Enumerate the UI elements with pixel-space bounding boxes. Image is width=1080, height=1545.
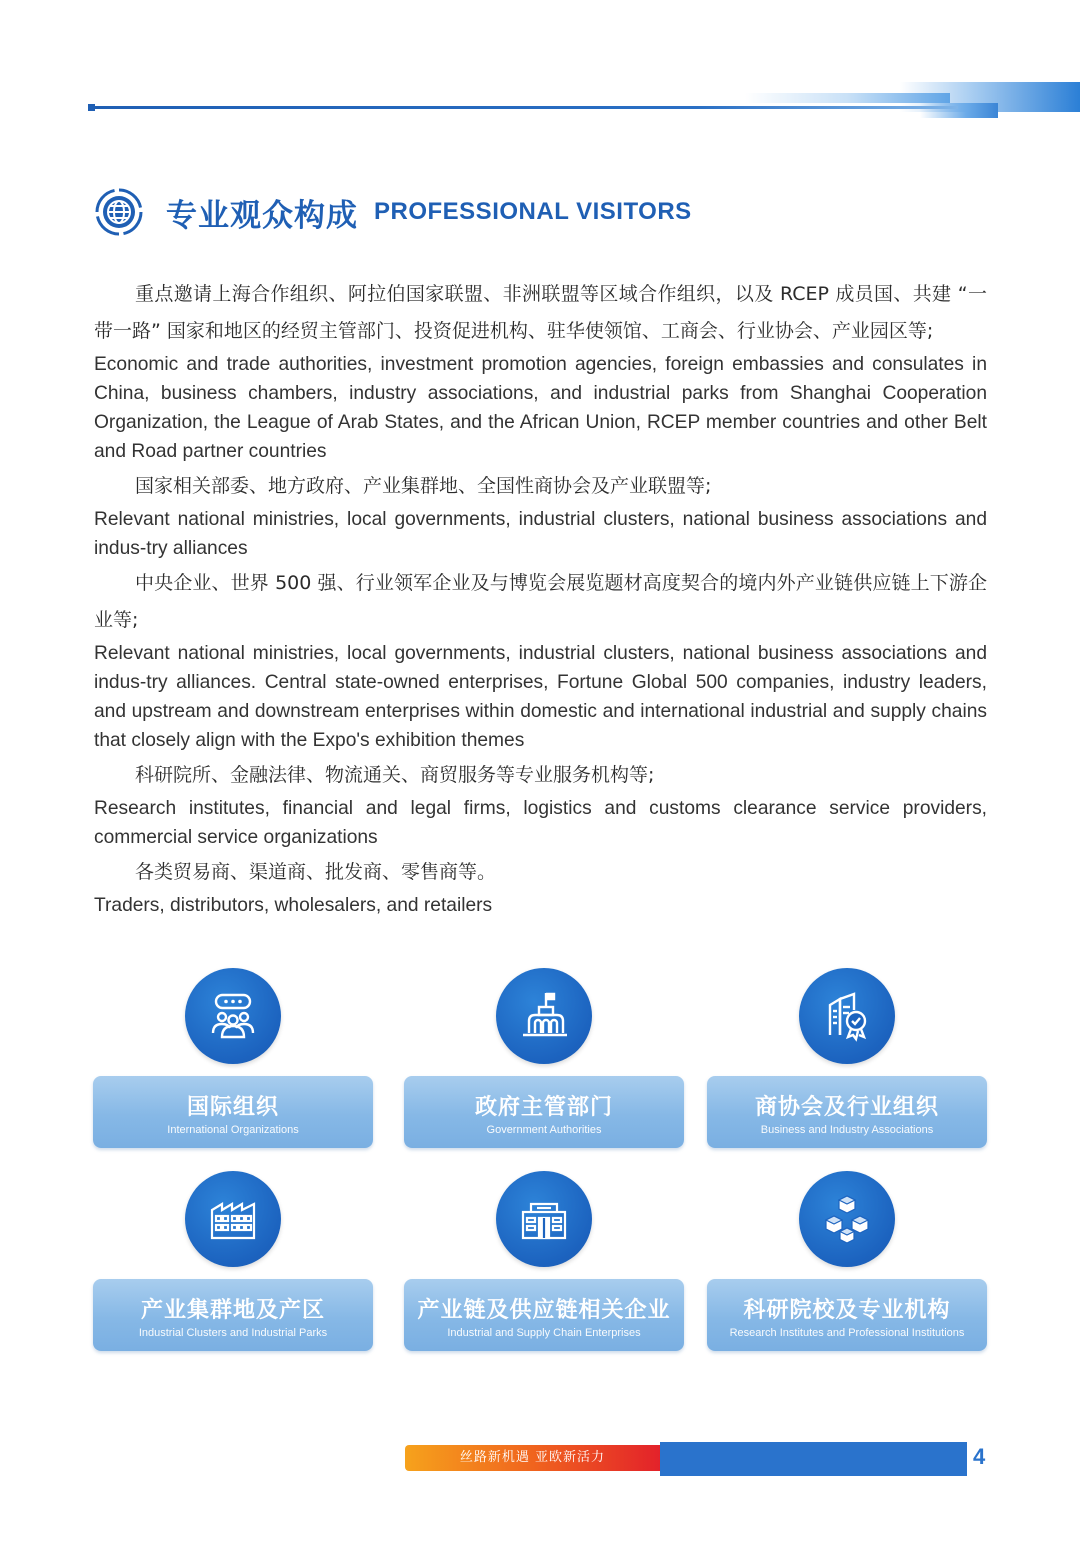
category-title-en: Research Institutes and Professional Institutions bbox=[729, 1327, 965, 1339]
globe-icon bbox=[94, 187, 144, 237]
cubes-icon bbox=[816, 1188, 878, 1250]
category-card-government bbox=[404, 968, 684, 1138]
category-label-box bbox=[404, 1279, 684, 1351]
category-label-box bbox=[93, 1076, 373, 1148]
category-label-box bbox=[707, 1076, 987, 1148]
paragraph-cn: 各类贸易商、渠道商、批发商、零售商等。 bbox=[135, 861, 497, 883]
header-rule bbox=[88, 106, 958, 109]
enterprise-building-icon bbox=[513, 1188, 575, 1250]
category-label-box bbox=[707, 1279, 987, 1351]
category-card-supply-chain bbox=[404, 1171, 684, 1341]
category-icon-circle bbox=[185, 1171, 281, 1267]
category-card-associations bbox=[707, 968, 987, 1138]
category-title-en: Government Authorities bbox=[486, 1124, 602, 1136]
paragraph-en: Research institutes, financial and legal firms, logistics and customs clearance service providers, commercial service organizations bbox=[94, 798, 987, 848]
section-heading bbox=[94, 186, 692, 238]
paragraph-cn: 重点邀请上海合作组织、阿拉伯国家联盟、非洲联盟等区域合作组织，以及 RCEP 成员国、共建 “一带一路” 国家和地区的经贸主管部门、投资促进机构、驻华使领馆、工商会、行业协会、产业园区等; bbox=[94, 283, 987, 342]
visitor-description bbox=[94, 276, 987, 922]
category-title-cn: 产业集群地及产区 bbox=[140, 1298, 325, 1323]
paragraph-en: Economic and trade authorities, investment promotion agencies, foreign embassies and consulates in China, business chambers, industry associations, and industrial parks from Shanghai Cooperation Organization, the League of Arab States, and the African Union, RCEP member countries and other Belt and Road partner countries bbox=[94, 354, 987, 462]
certified-document-icon bbox=[816, 985, 878, 1047]
category-icon-circle bbox=[799, 968, 895, 1064]
header-rule-dot bbox=[88, 104, 95, 111]
factory-icon bbox=[202, 1188, 264, 1250]
category-icon-circle bbox=[185, 968, 281, 1064]
page-title-cn: 专业观众构成 bbox=[166, 197, 358, 234]
category-card-clusters bbox=[93, 1171, 373, 1341]
category-title-en: Business and Industry Associations bbox=[760, 1124, 934, 1136]
category-title-en: International Organizations bbox=[167, 1124, 299, 1136]
category-title-cn: 商协会及行业组织 bbox=[754, 1095, 939, 1120]
footer-slogan: 丝路新机遇 亚欧新活力 bbox=[405, 1445, 660, 1471]
footer-bar bbox=[660, 1442, 967, 1476]
category-icon-circle bbox=[799, 1171, 895, 1267]
category-label-box bbox=[404, 1076, 684, 1148]
header-gradient-bar-thin bbox=[745, 93, 950, 103]
category-title-cn: 产业链及供应链相关企业 bbox=[417, 1298, 671, 1323]
category-icon-circle bbox=[496, 968, 592, 1064]
paragraph-cn: 国家相关部委、地方政府、产业集群地、全国性商协会及产业联盟等; bbox=[135, 475, 712, 497]
category-title-en: Industrial Clusters and Industrial Parks bbox=[138, 1327, 328, 1339]
paragraph-cn: 中央企业、世界 500 强、行业领军企业及与博览会展览题材高度契合的境内外产业链供应链上下游企业等; bbox=[94, 572, 987, 631]
category-title-cn: 政府主管部门 bbox=[474, 1095, 613, 1120]
paragraph-cn: 科研院所、金融法律、物流通关、商贸服务等专业服务机构等; bbox=[135, 764, 655, 786]
page-title-en: PROFESSIONAL VISITORS bbox=[374, 198, 692, 225]
category-title-en: Industrial and Supply Chain Enterprises bbox=[447, 1327, 641, 1339]
category-title-cn: 科研院校及专业机构 bbox=[743, 1298, 951, 1323]
people-group-icon bbox=[202, 985, 264, 1047]
paragraph-en: Relevant national ministries, local governments, industrial clusters, national business associations and indus-try alliances. Central state-owned enterprises, Fortune Global 500 companies, industry leaders, and upstream and downstream enterprises within domestic and international industrial and supply chains that closely align with the Expo's exhibition themes bbox=[94, 643, 987, 751]
paragraph-en: Relevant national ministries, local governments, industrial clusters, national business associations and indus-try alliances bbox=[94, 509, 987, 559]
category-card-international bbox=[93, 968, 373, 1138]
government-building-icon bbox=[513, 985, 575, 1047]
paragraph-en: Traders, distributors, wholesalers, and retailers bbox=[94, 895, 493, 916]
category-card-research bbox=[707, 1171, 987, 1341]
category-label-box bbox=[93, 1279, 373, 1351]
page-number: 4 bbox=[973, 1444, 986, 1469]
category-icon-circle bbox=[496, 1171, 592, 1267]
category-title-cn: 国际组织 bbox=[186, 1095, 279, 1120]
